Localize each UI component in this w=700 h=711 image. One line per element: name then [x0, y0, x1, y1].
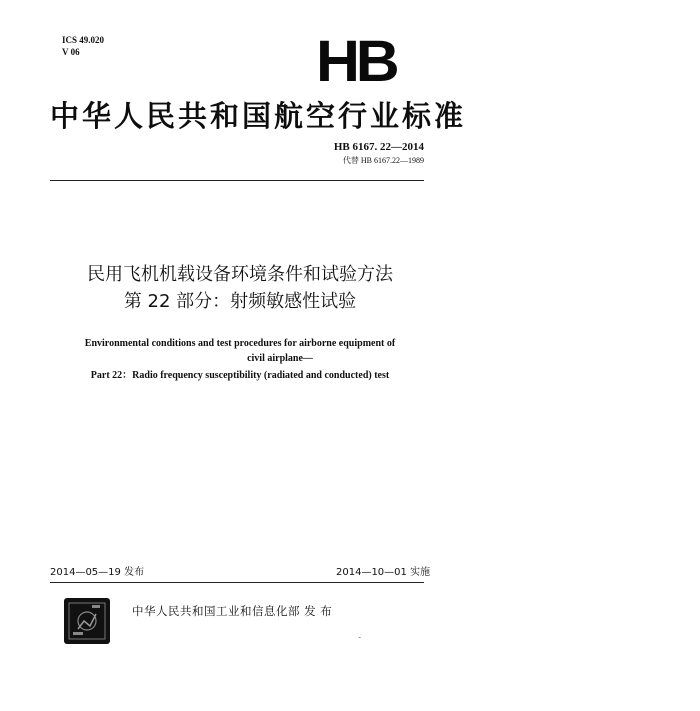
- standard-body-title: 中华人民共和国航空行业标准: [50, 99, 467, 133]
- standard-number: HB 6167. 22—2014: [333, 141, 424, 153]
- ministry-seal: [64, 598, 110, 644]
- implement-date: 2014—10—01 实施: [336, 567, 431, 578]
- title-en-line3: Part 22：Radio frequency susceptibility (radiated and conducted) test: [90, 370, 390, 381]
- footer-divider: [50, 582, 424, 583]
- header-divider: [50, 180, 424, 181]
- title-en-line1: Environmental conditions and test procedures for airborne equipment of: [84, 338, 396, 349]
- ics-code: ICS 49.020: [62, 35, 105, 45]
- ics-code-block: [62, 34, 104, 58]
- title-cn-line2: 第 22 部分：射频敏感性试验: [123, 291, 357, 312]
- hb-logo: HB: [316, 29, 396, 94]
- issuer: 中华人民共和国工业和信息化部 发 布: [132, 604, 333, 618]
- category-code: V 06: [62, 47, 80, 57]
- stray-mark: `: [357, 635, 367, 647]
- title-en-line2: civil airplane—: [247, 353, 313, 364]
- title-cn-line1: 民用飞机机载设备环境条件和试验方法: [87, 264, 393, 285]
- publish-date: 2014—05—19 发布: [50, 567, 145, 578]
- replaces-note: 代替 HB 6167.22—1989: [342, 156, 424, 165]
